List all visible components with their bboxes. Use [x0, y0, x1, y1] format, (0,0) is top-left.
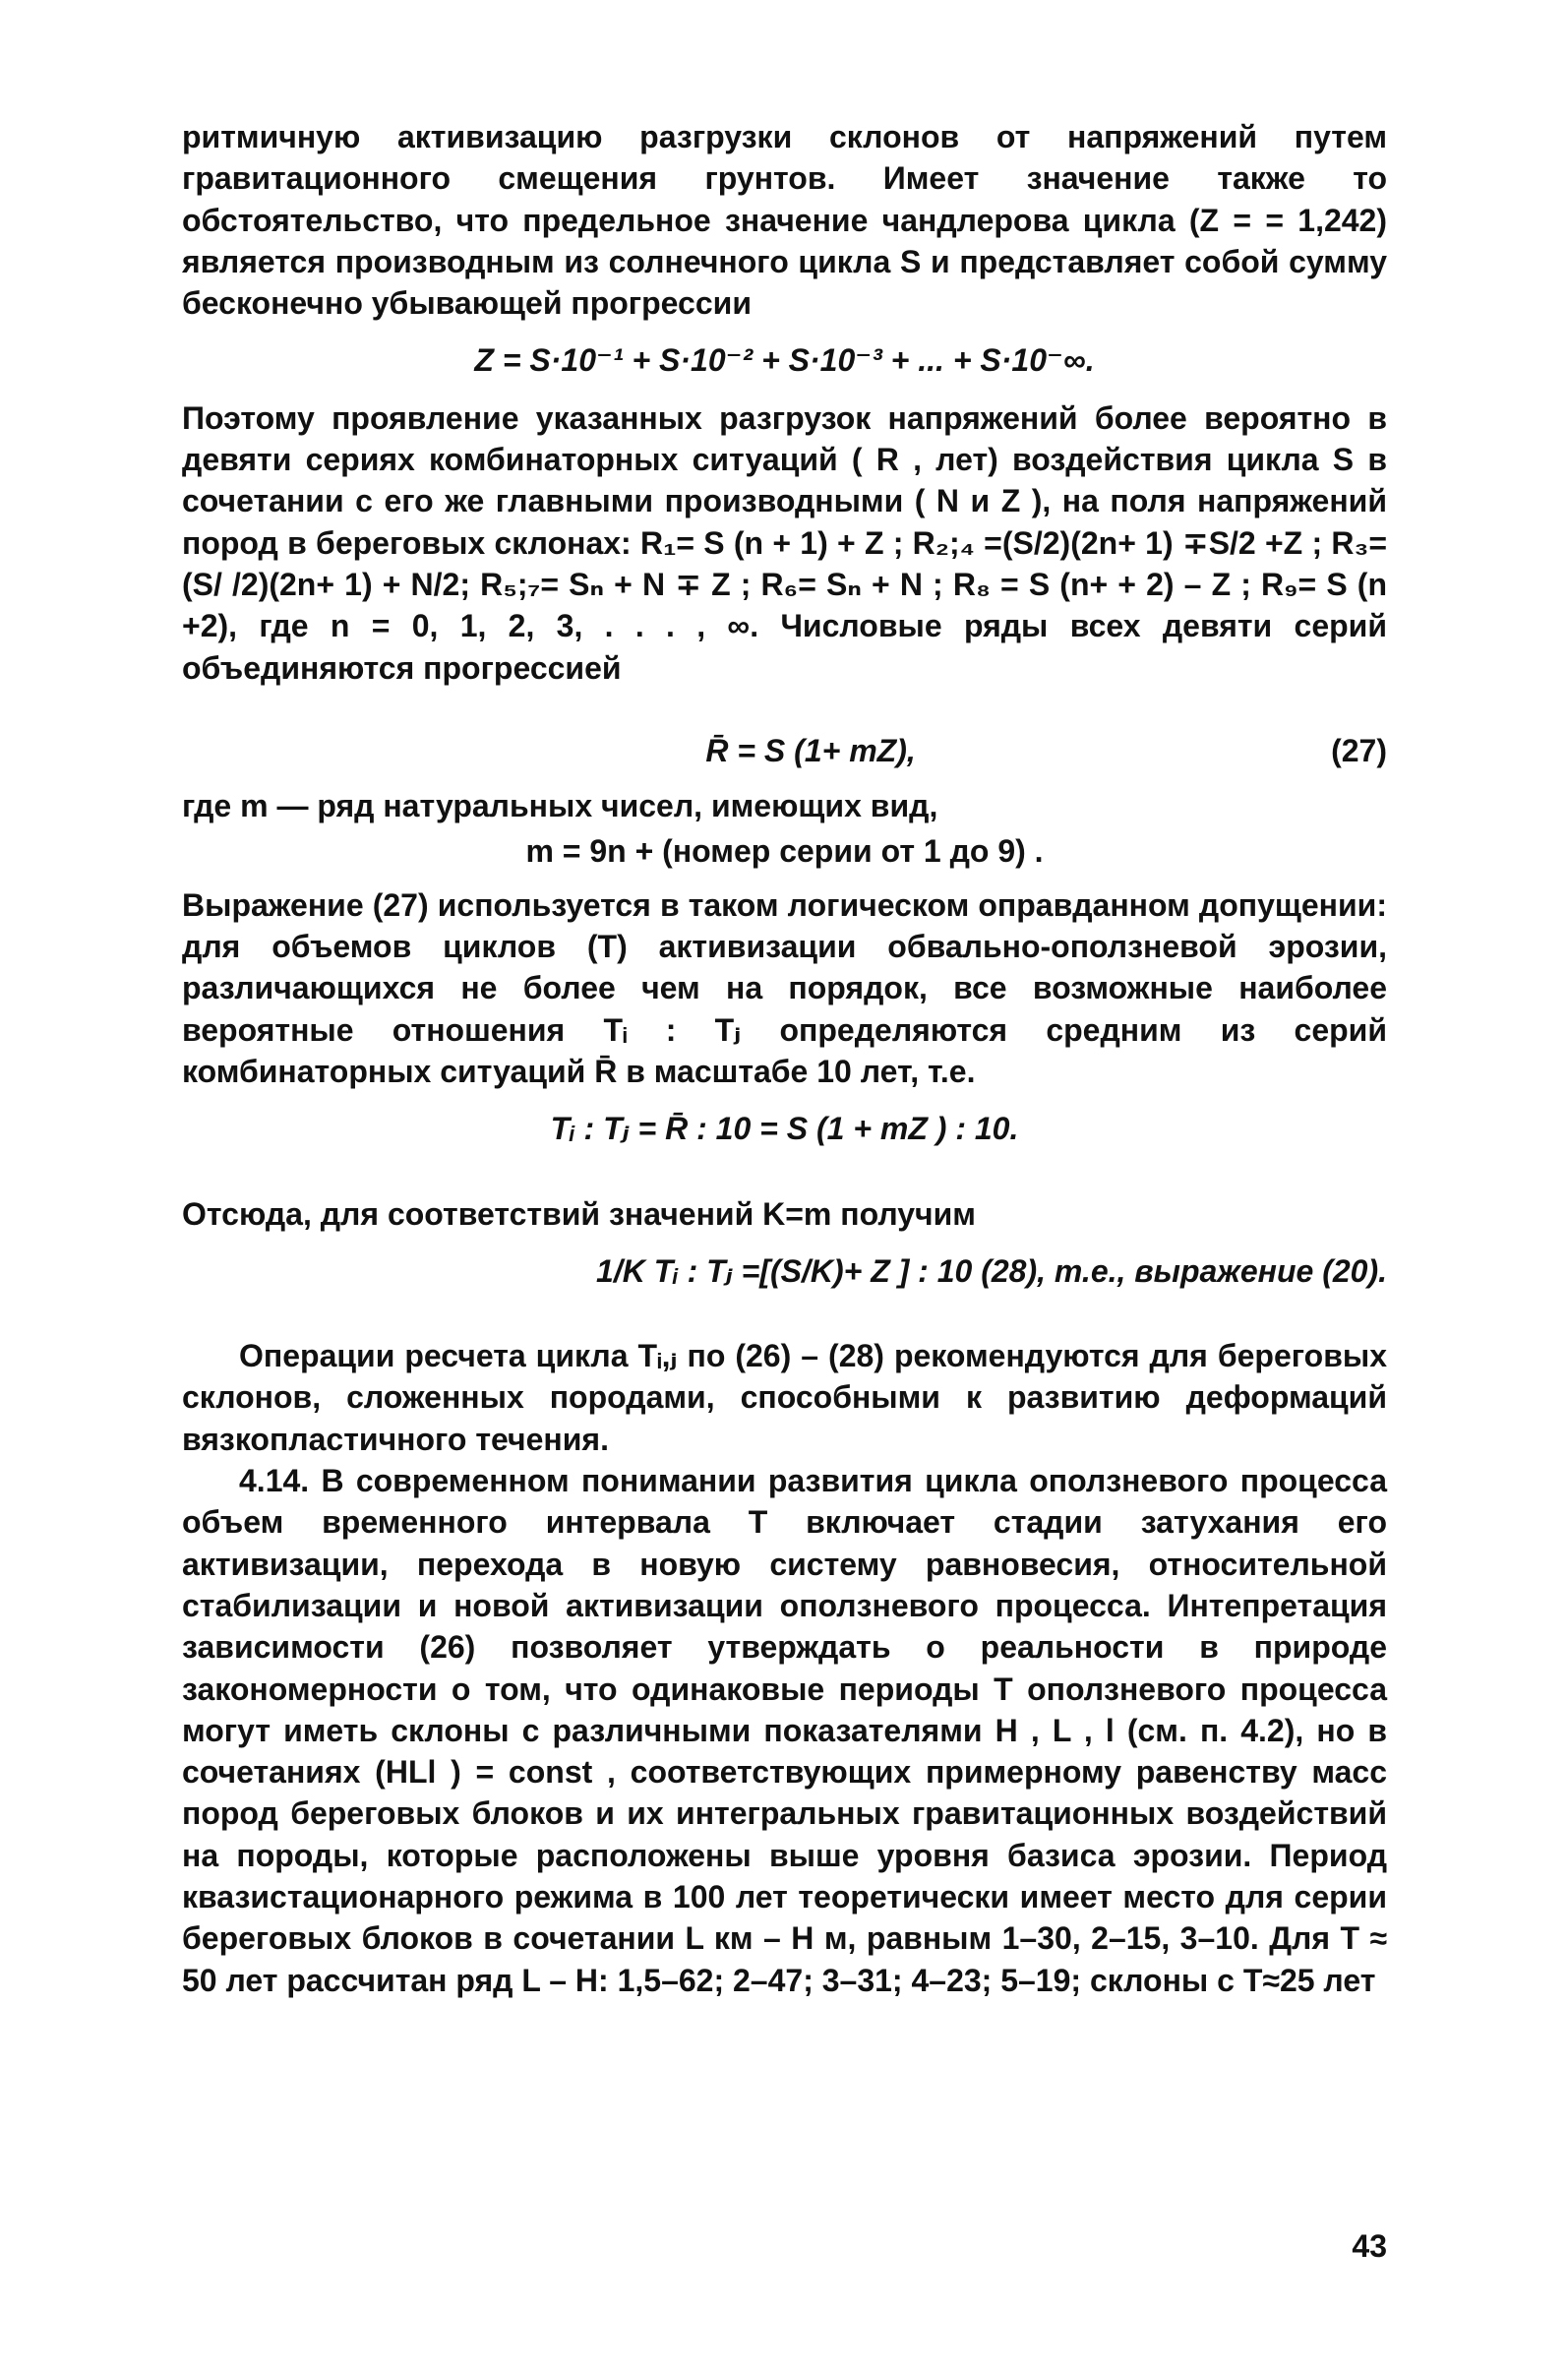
paragraph-5: Отсюда, для соответствий значений K=m получим [182, 1195, 976, 1232]
paragraph-4: Выражение (27) используется в таком логическом оправданном допущении: для объемов циклов (Т) активизации обвально-оползневой эрозии, различающихся не более чем на порядок, все возможные наиболее вероятные отношения Tᵢ : Tⱼ определяются средним из серий комбинаторных ситуаций R̄ в масштабе 10 лет, т.е. [182, 886, 1387, 1089]
formula-28: 1/K Tᵢ : Tⱼ =[(S/K)+ Z ] : 10 (28), т.е., выражение (20). [596, 1252, 1387, 1289]
page-body [182, 116, 1387, 2001]
paragraph-3: где m — ряд натуральных чисел, имеющих вид, [182, 788, 938, 824]
paragraph-7: 4.14. В современном понимании развития цикла оползневого процесса объем временного интервала T включает стадии затухания его активизации, перехода в новую систему равновесия, относительной стабилизации и новой активизации оползневого процесса. Интепретация зависимости (26) позволяет утверждать о реальности в природе закономерности о том, что одинаковые периоды Т оползневого процесса могут иметь склоны с различными показателями H , L , l (см. п. 4.2), но в сочетаниях (HLl ) = const , соответствующих примерному равенству масс пород береговых блоков и их интегральных гравитационных воздействий на породы, которые расположены выше уровня базиса эрозии. Период квазистационарного режима в 100 лет теоретически имеет место для серии береговых блоков в сочетании L км – H м, равным 1–30, 2–15, 3–10. Для Т ≈ 50 лет рассчитан ряд L – H: 1,5–62; 2–47; 3–31; 4–23; 5–19; склоны с Т≈25 лет [182, 1463, 1387, 1998]
page-number: 43 [1352, 2228, 1387, 2264]
formula-m: m = 9n + (номер серии от 1 до 9) . [525, 833, 1044, 870]
paragraph-6: Операции ресчета цикла Tᵢ,ⱼ по (26) – (28) рекомендуются для береговых склонов, сложенных породами, способными к развитию деформаций вязкопластичного течения. [182, 1338, 1387, 1457]
paragraph-2: Поэтому проявление указанных разгрузок напряжений более вероятно в девяти сериях комбинаторных ситуаций ( R , лет) воздействия цикла S в сочетании с его же главными производными ( N и Z ), на поля напряжений пород в береговых склонах: R₁= S (n + 1) + Z ; R₂;₄ =(S/2)(2n+ 1) ∓S/2 +Z ; R₃=(S/ /2)(2n+ 1) + N/2; R₅;₇= Sₙ + N ∓ Z ; R₆= Sₙ + N ; R₈ = S (n+ + 2) – Z ; R₉= S (n +2), где n = 0, 1, 2, 3, . . . , ∞. Числовые ряды всех девяти серий объединяются прогрессией [182, 399, 1388, 686]
formula-27 [182, 730, 1387, 771]
paragraph-1: ритмичную активизацию разгрузки склонов от напряжений путем гравитационного смещения грунтов. Имеет значение также то обстоятельство, что предельное значение чандлерова цикла (Z = = 1,242) является производным из солнечного цикла S и представляет собой сумму бесконечно убывающей прогрессии [182, 119, 1387, 322]
formula-27-expression: R̄ = S (1+ mZ), [705, 732, 916, 768]
formula-ratio: Tᵢ : Tⱼ = R̄ : 10 = S (1 + mZ ) : 10. [550, 1111, 1019, 1147]
formula-series: Z = S·10⁻¹ + S·10⁻² + S·10⁻³ + ... + S·10⁻∞. [474, 342, 1095, 379]
formula-27-number: (27) [1331, 732, 1387, 768]
